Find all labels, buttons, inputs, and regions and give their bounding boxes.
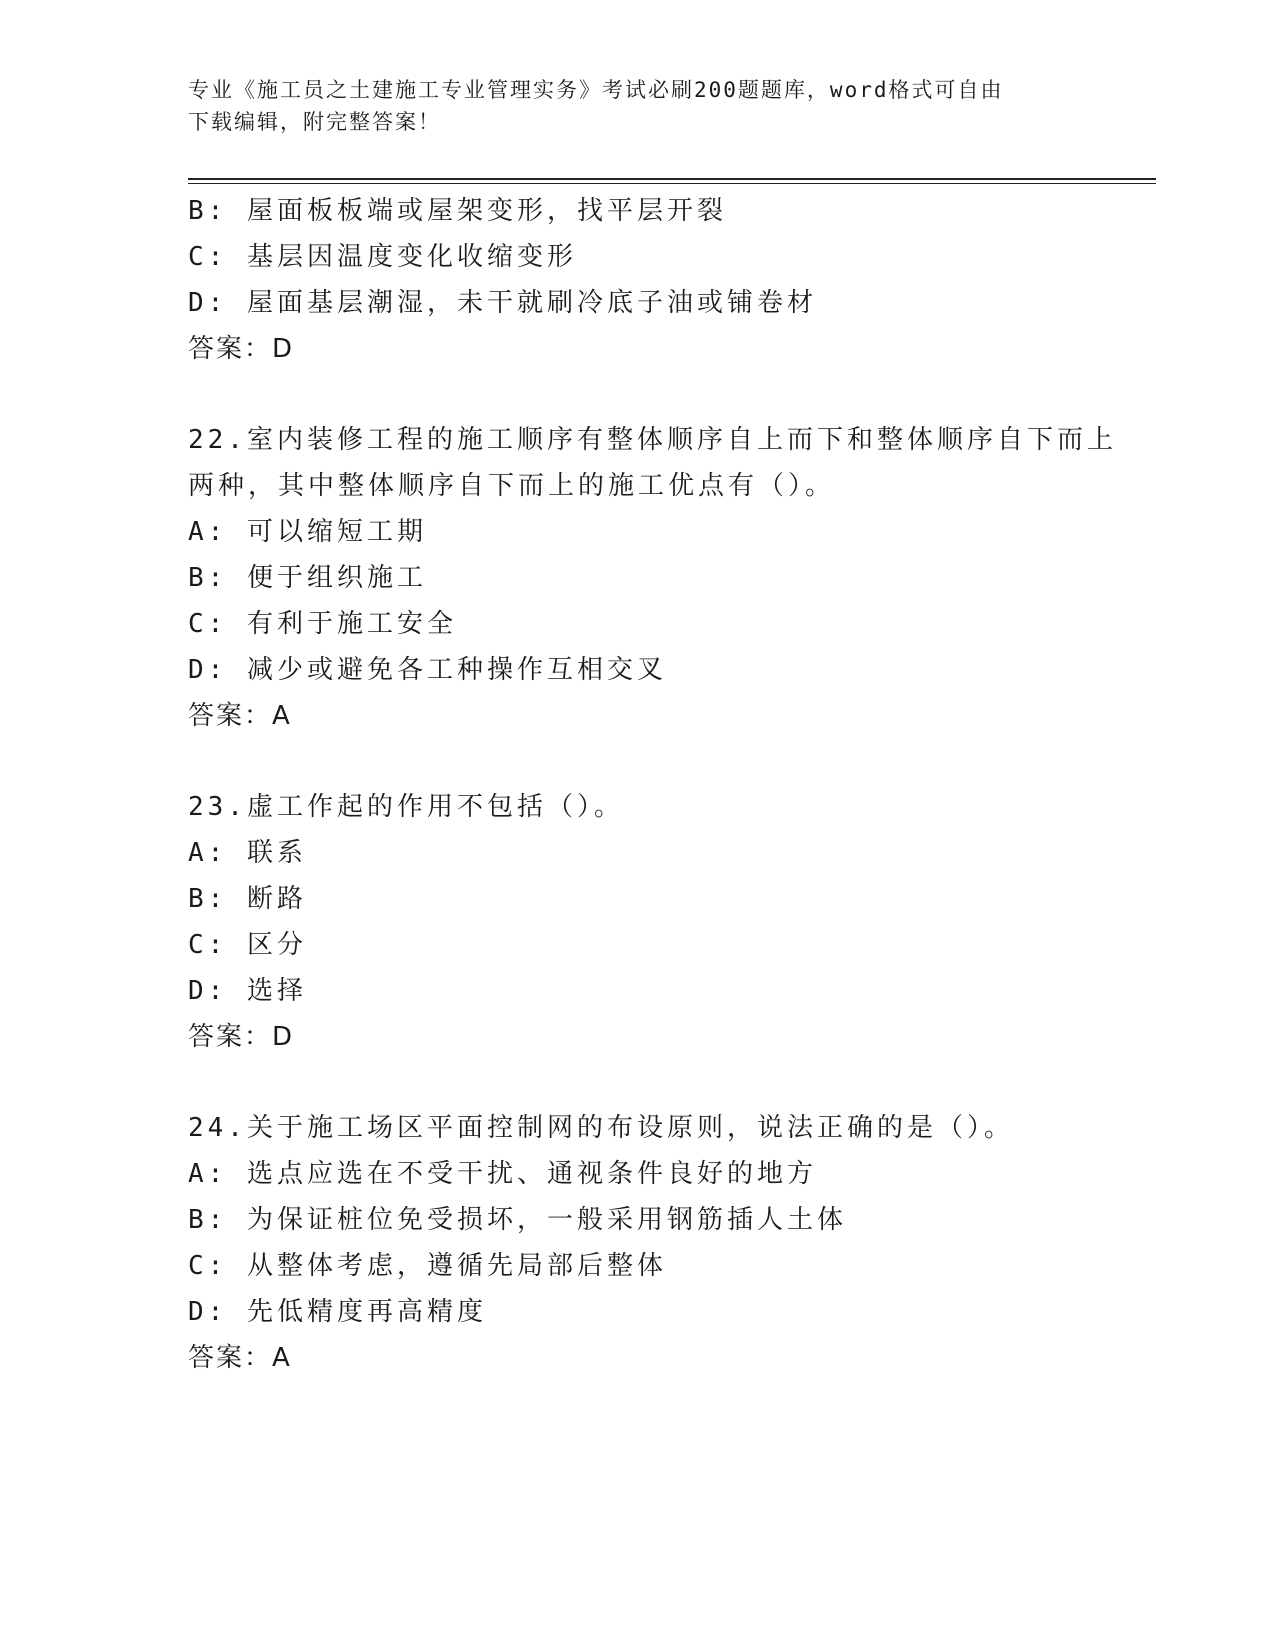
option-d: D: 屋面基层潮湿，未干就刷冷底子油或铺卷材 bbox=[188, 288, 817, 318]
option-a: A: 选点应选在不受干扰、通视条件良好的地方 bbox=[188, 1159, 817, 1189]
option-b: B: 为保证桩位免受损坏，一般采用钢筋插人土体 bbox=[188, 1205, 847, 1235]
question-22 bbox=[188, 417, 1117, 739]
header-divider-thin bbox=[188, 183, 1156, 184]
question-fragment bbox=[188, 188, 1088, 372]
spacer bbox=[188, 372, 1088, 417]
option-b: B: 便于组织施工 bbox=[188, 563, 427, 593]
question-stem-line: 24.关于施工场区平面控制网的布设原则，说法正确的是（）。 bbox=[188, 1113, 1014, 1143]
spacer bbox=[188, 1060, 1088, 1105]
option-d: D: 减少或避免各工种操作互相交叉 bbox=[188, 655, 667, 685]
option-a: A: 可以缩短工期 bbox=[188, 517, 427, 547]
question-stem-line: 22.室内装修工程的施工顺序有整体顺序自上而下和整体顺序自下而上 bbox=[188, 425, 1117, 455]
answer-line: 答案：D bbox=[188, 1022, 295, 1052]
option-d: D: 先低精度再高精度 bbox=[188, 1297, 487, 1327]
option-b: B: 断路 bbox=[188, 884, 307, 914]
answer-line: 答案：A bbox=[188, 701, 292, 731]
header-line-2: 下载编辑，附完整答案！ bbox=[188, 110, 441, 134]
option-c: C: 有利于施工安全 bbox=[188, 609, 457, 639]
header-divider-thick bbox=[188, 178, 1156, 180]
question-stem-line: 23.虚工作起的作用不包括（）。 bbox=[188, 792, 624, 822]
question-list bbox=[188, 188, 1117, 1381]
question-stem-line: 两种，其中整体顺序自下而上的施工优点有（）。 bbox=[188, 471, 836, 501]
question-23 bbox=[188, 784, 1088, 1060]
answer-line: 答案：D bbox=[188, 334, 295, 364]
answer-line: 答案：A bbox=[188, 1343, 292, 1373]
option-c: C: 区分 bbox=[188, 930, 307, 960]
document-header bbox=[188, 74, 1088, 138]
option-d: D: 选择 bbox=[188, 976, 307, 1006]
option-a: A: 联系 bbox=[188, 838, 307, 868]
header-line-1: 专业《施工员之土建施工专业管理实务》考试必刷200题题库，word格式可自由 bbox=[188, 78, 1004, 102]
spacer bbox=[188, 739, 1088, 784]
question-24 bbox=[188, 1105, 1088, 1381]
option-c: C: 基层因温度变化收缩变形 bbox=[188, 242, 577, 272]
option-c: C: 从整体考虑，遵循先局部后整体 bbox=[188, 1251, 667, 1281]
option-b: B: 屋面板板端或屋架变形，找平层开裂 bbox=[188, 196, 727, 226]
